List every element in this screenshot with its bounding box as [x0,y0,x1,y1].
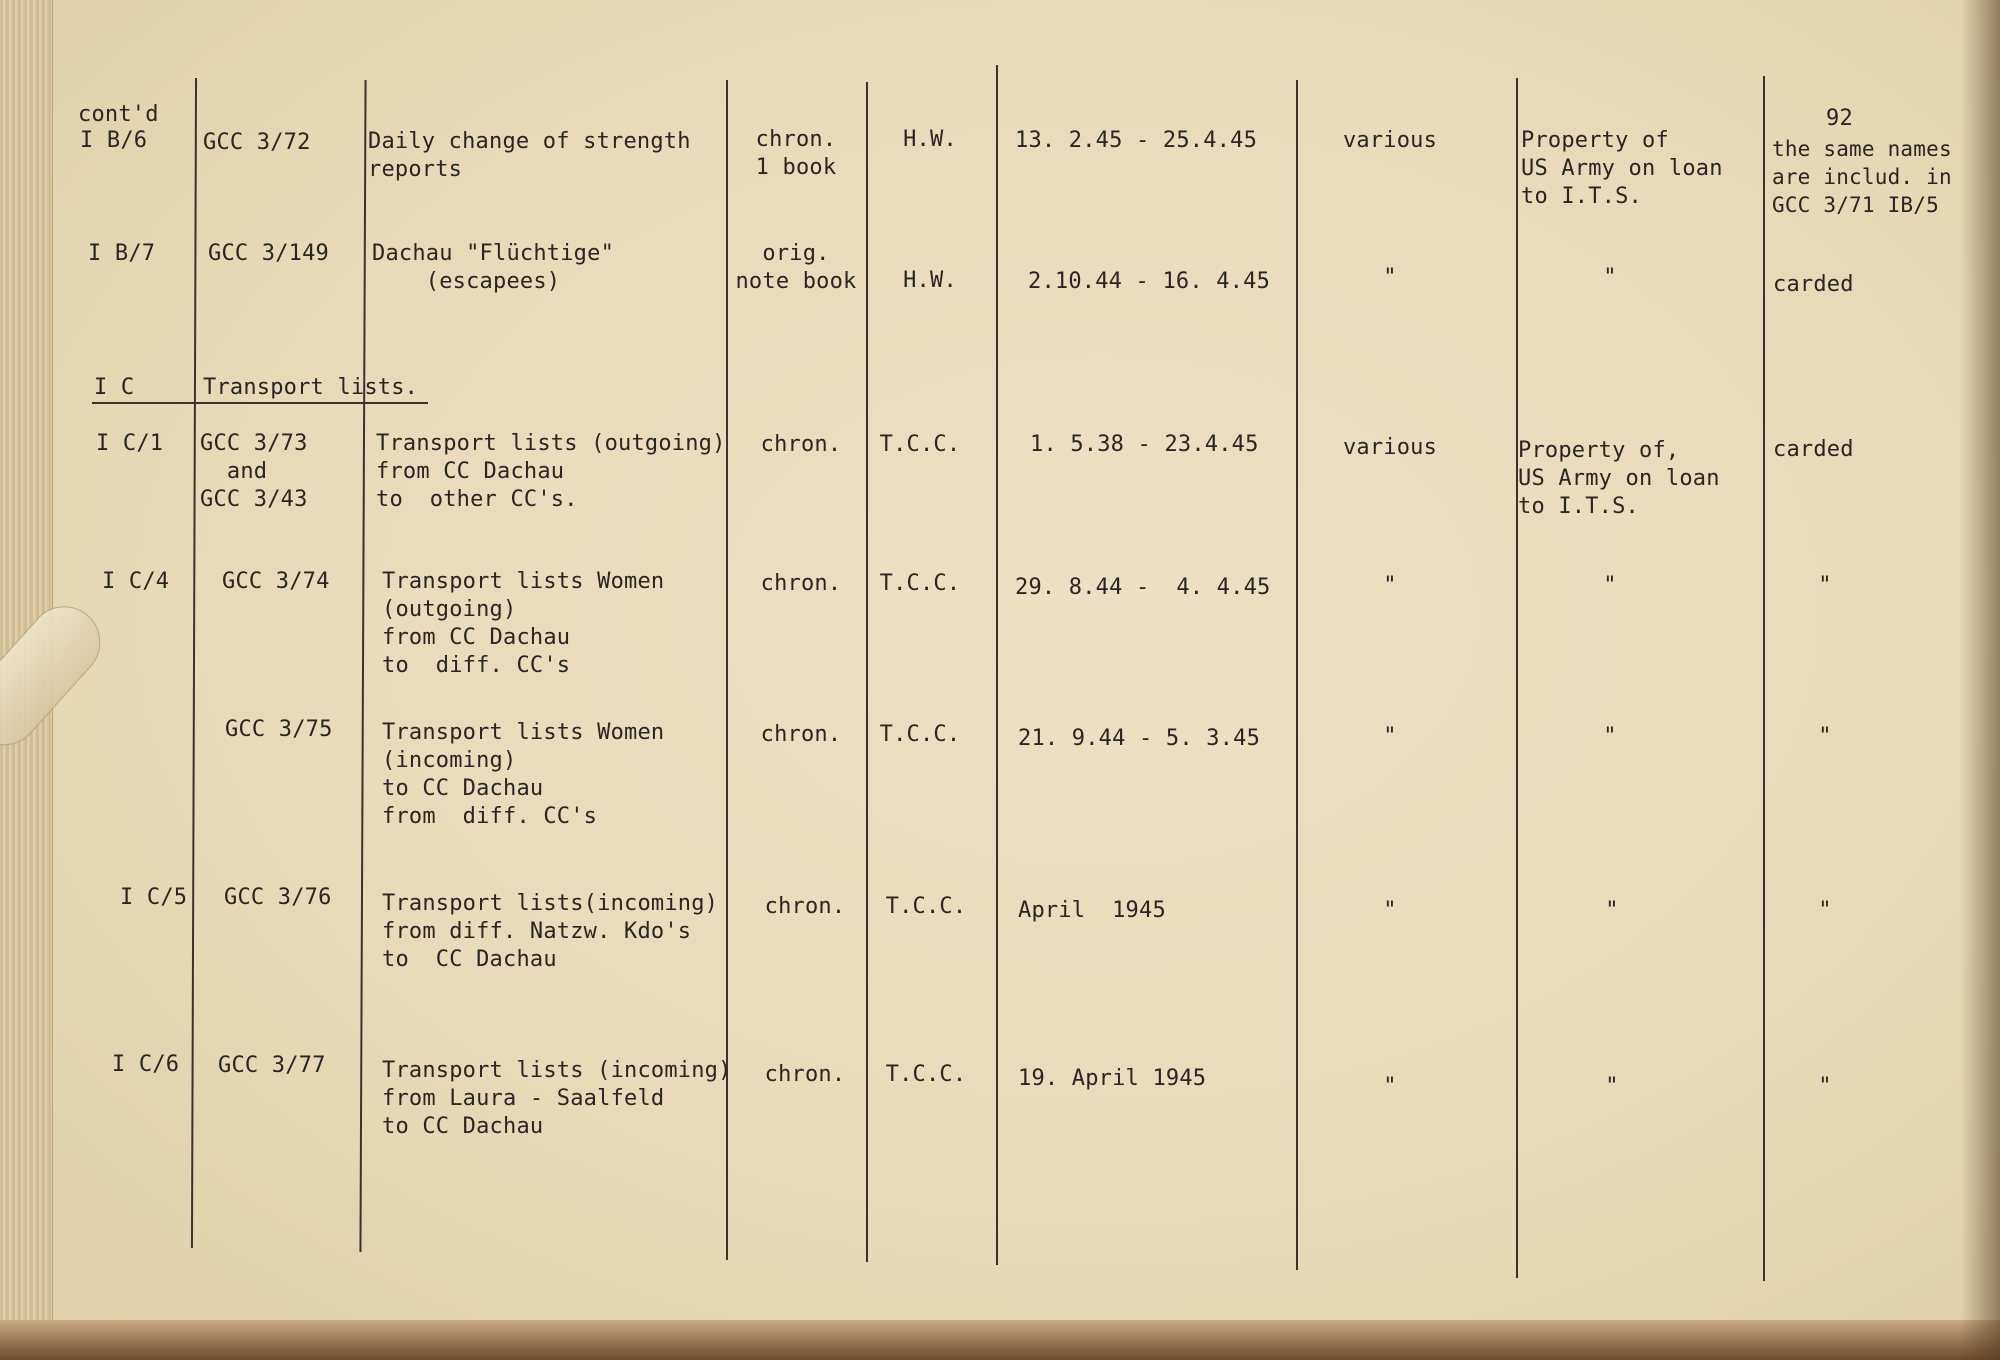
column-rule-2 [359,80,366,1252]
row-owner: " [1603,724,1617,749]
row-owner: " [1603,265,1617,290]
row-id: I C/6 [112,1052,180,1077]
row-ref: GCC 3/74 [222,569,330,594]
row-ref: GCC 3/77 [218,1053,326,1078]
row-description: Daily change of strength reports [368,129,691,182]
section-title: Transport lists. [203,375,419,400]
row-by: T.C.C. [879,722,961,747]
row-ref: GCC 3/73 and GCC 3/43 [200,431,308,512]
row-remarks: " [1818,573,1832,598]
row-by: T.C.C. [885,1062,967,1087]
row-description: Transport lists Women (outgoing) from CC Dachau to diff. CC's [382,569,665,678]
row-description: Transport lists (incoming) from Laura - Saalfeld to CC Dachau [382,1058,732,1139]
row-owner: Property of US Army on loan to I.T.S. [1521,128,1723,209]
row-ref: GCC 3/75 [225,717,333,742]
book-edge-shadow [0,1320,2000,1360]
row-remarks: carded [1773,437,1854,462]
row-dates: 13. 2.45 - 25.4.45 [1015,128,1258,153]
column-rule-8 [1763,76,1765,1281]
row-kind: chron. [760,722,842,747]
row-remarks: " [1818,724,1832,749]
row-owner: " [1605,1074,1619,1099]
row-by: T.C.C. [885,894,967,919]
row-remarks: " [1818,898,1832,923]
row-dates: 2.10.44 - 16. 4.45 [1028,269,1271,294]
row-kind: chron. [764,1062,846,1087]
row-quantity: " [1383,724,1397,749]
row-dates: 21. 9.44 - 5. 3.45 [1018,726,1261,751]
row-kind: chron. 1 book [755,127,837,180]
row-description: Dachau "Flüchtige" (escapees) [372,241,615,294]
row-by: T.C.C. [879,571,961,596]
row-owner: Property of, US Army on loan to I.T.S. [1518,438,1720,519]
row-dates: 1. 5.38 - 23.4.45 [1030,432,1259,457]
row-kind: chron. [764,894,846,919]
row-by: H.W. [903,127,957,152]
page-gutter-shadow [1960,0,2000,1360]
row-quantity: various [1342,435,1438,460]
row-remarks: the same names are includ. in GCC 3/71 IB/5 [1772,137,1952,217]
row-id: I C/4 [102,569,170,594]
row-id: I B/7 [88,241,156,266]
row-description: Transport lists (outgoing) from CC Dachau to other CC's. [376,431,726,512]
row-remarks: " [1818,1074,1832,1099]
column-rule-5 [996,65,998,1265]
row-by: T.C.C. [879,432,961,457]
continued-label: cont'd [78,102,159,127]
row-ref: GCC 3/149 [208,241,330,266]
section-code: I C [94,375,135,400]
page-number: 92 [1826,106,1853,131]
row-id: I C/1 [96,431,164,456]
row-quantity: " [1383,1074,1397,1099]
row-ref: GCC 3/72 [203,130,311,155]
row-kind: chron. [760,432,842,457]
row-dates: April 1945 [1018,898,1166,923]
row-quantity: " [1383,898,1397,923]
row-by: H.W. [903,268,957,293]
row-dates: 19. April 1945 [1018,1066,1207,1091]
row-id: I C/5 [120,885,188,910]
column-rule-6 [1296,80,1298,1270]
row-description: Transport lists(incoming) from diff. Natzw. Kdo's to CC Dachau [382,891,719,972]
column-rule-7 [1516,78,1518,1278]
row-id: I B/6 [80,128,148,153]
row-ref: GCC 3/76 [224,885,332,910]
column-rule-1 [191,78,197,1248]
row-description: Transport lists Women (incoming) to CC Dachau from diff. CC's [382,720,665,829]
row-kind: orig. note book [735,241,857,294]
row-quantity: various [1342,128,1438,153]
row-owner: " [1605,898,1619,923]
section-underline [92,402,428,404]
row-quantity: " [1383,265,1397,290]
row-dates: 29. 8.44 - 4. 4.45 [1015,575,1271,600]
row-quantity: " [1383,573,1397,598]
row-owner: " [1603,573,1617,598]
row-kind: chron. [760,571,842,596]
row-remarks: carded [1773,272,1854,297]
